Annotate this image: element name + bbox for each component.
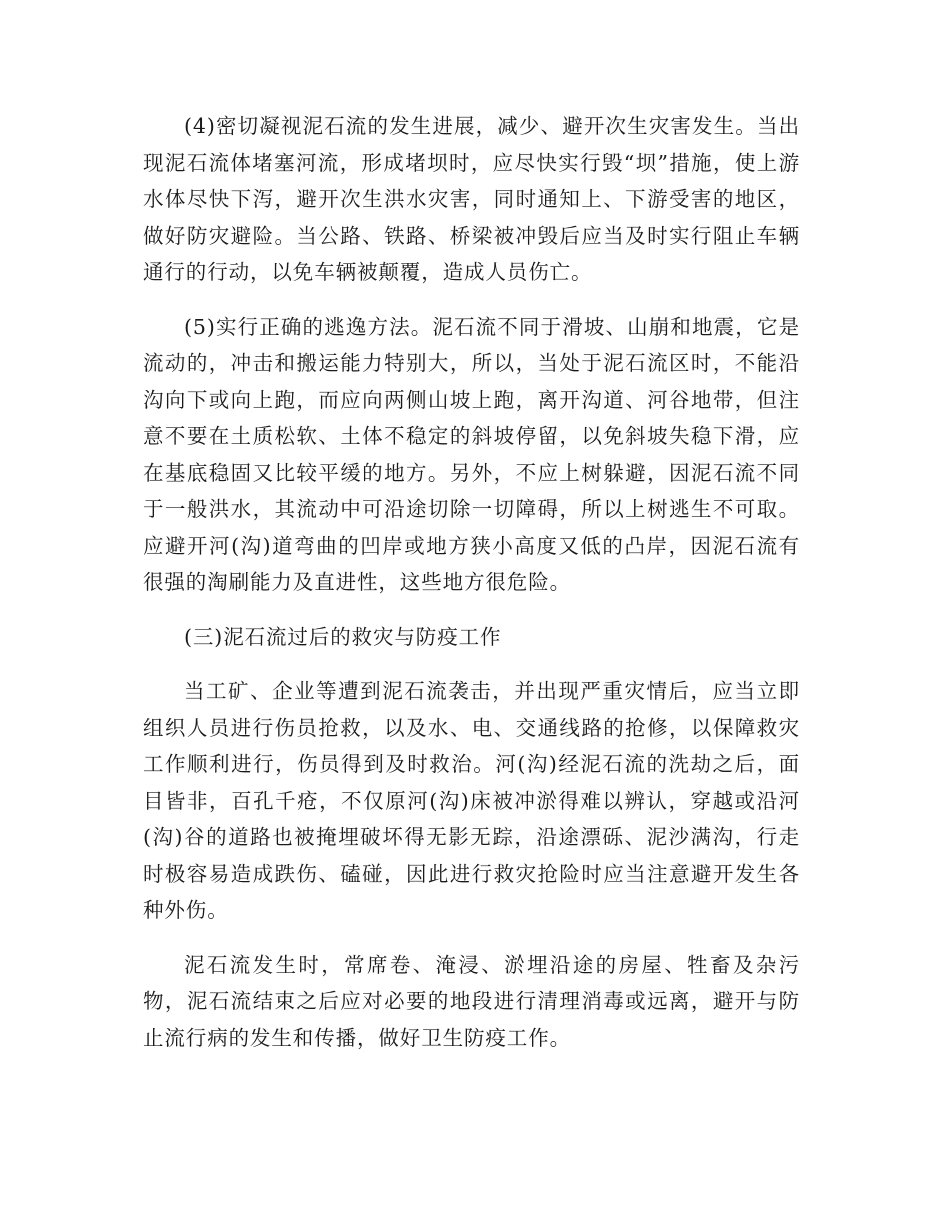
paragraph-rescue-work: 当工矿、企业等遭到泥石流袭击，并出现严重灾情后，应当立即组织人员进行伤员抢救，以及水、电、交通线路的抢修，以保障救灾工作顺利进行，伤员得到及时救治。河(沟)经泥石流的洗劫之后，面目皆非，百孔千疮，不仅原河(沟)床被冲淤得难以辨认，穿越或沿河(沟)谷的道路也被掩埋破坏得无影无踪，沿途漂砾、泥沙满沟，行走时极容易造成跌伤、磕碰，因此进行救灾抢险时应当注意避开发生各种外伤。: [143, 679, 800, 922]
section-heading: (三)泥石流过后的救灾与防疫工作: [184, 624, 502, 649]
paragraph-mudflow-monitoring: (4)密切凝视泥石流的发生进展，减少、避开次生灾害发生。当出现泥石流体堵塞河流，形成堵坝时，应尽快实行毁“坝”措施，使上游水体尽快下泻，避开次生洪水灾害，同时通知上、下游受害的地区，做好防灾避险。当公路、铁路、桥梁被冲毁后应当及时实行阻止车辆通行的行动，以免车辆被颠覆，造成人员伤亡。: [143, 114, 800, 284]
paragraph-escape-method: (5)实行正确的逃逸方法。泥石流不同于滑坡、山崩和地震，它是流动的，冲击和搬运能力特别大，所以，当处于泥石流区时，不能沿沟向下或向上跑，而应向两侧山坡上跑，离开沟道、河谷地带，但注意不要在土质松软、土体不稳定的斜坡停留，以免斜坡失稳下滑，应在基底稳固又比较平缓的地方。另外，不应上树躲避，因泥石流不同于一般洪水，其流动中可沿途切除一切障碍，所以上树逃生不可取。应避开河(沟)道弯曲的凹岸或地方狭小高度又低的凸岸，因泥石流有很强的淘刷能力及直进性，这些地方很危险。: [143, 314, 800, 594]
paragraph-epidemic-prevention: 泥石流发生时，常席卷、淹浸、淤埋沿途的房屋、牲畜及杂污物，泥石流结束之后应对必要的地段进行清理消毒或远离，避开与防止流行病的发生和传播，做好卫生防疫工作。: [143, 952, 800, 1050]
